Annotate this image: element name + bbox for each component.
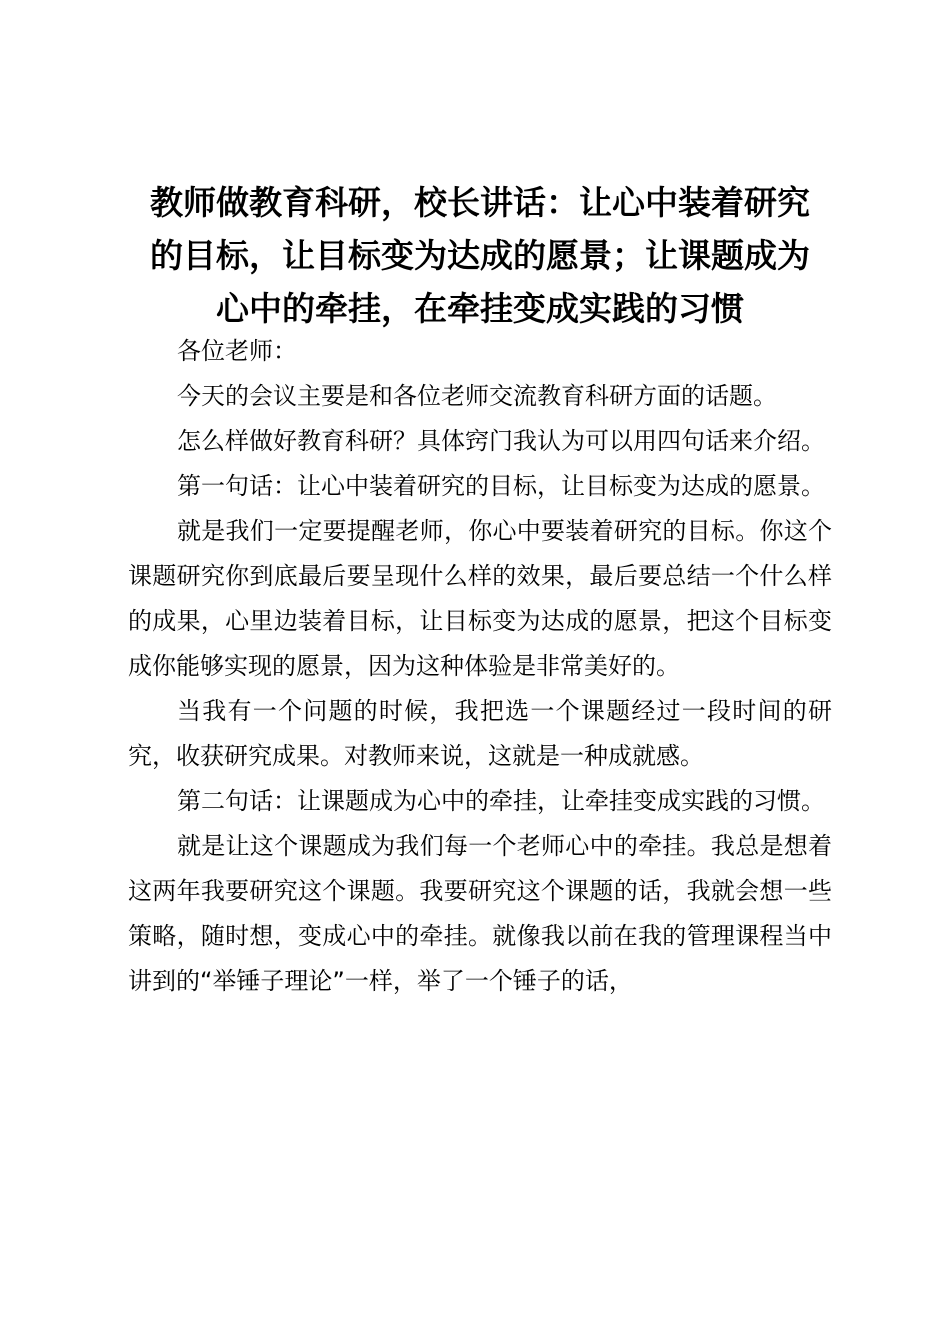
title-line-2: 的目标，让目标变为达成的愿景；让课题成为 xyxy=(150,236,810,275)
paragraph-first-explanation: 就是我们一定要提醒老师，你心中要装着研究的目标。你这个课题研究你到底最后要呈现什么样的效果，最后要总结一个什么样的成果，心里边装着目标，让目标变为达成的愿景，把这个目标变成你能够实现的愿景，因为这种体验是非常美好的。 xyxy=(128,517,832,680)
paragraph-achievement: 当我有一个问题的时候，我把选一个课题经过一段时间的研究，收获研究成果。对教师来说，这就是一种成就感。 xyxy=(128,697,832,770)
paragraph-second-explanation: 就是让这个课题成为我们每一个老师心中的牵挂。我总是想着这两年我要研究这个课题。我要研究这个课题的话，我就会想一些策略，随时想，变成心中的牵挂。就像我以前在我的管理课程当中讲到的“举锤子理论”一样，举了一个锤子的话， xyxy=(128,832,832,995)
title-line-3: 心中的牵挂，在牵挂变成实践的习惯 xyxy=(216,289,744,328)
document-body xyxy=(128,329,832,1004)
document-title xyxy=(128,176,832,335)
paragraph-second-point: 第二句话：让课题成为心中的牵挂，让牵挂变成实践的习惯。 xyxy=(177,787,825,815)
salutation: 各位老师： xyxy=(177,337,297,365)
paragraph-intro: 今天的会议主要是和各位老师交流教育科研方面的话题。 xyxy=(177,382,777,410)
title-line-1: 教师做教育科研，校长讲话：让心中装着研究 xyxy=(150,183,810,222)
paragraph-first-point: 第一句话：让心中装着研究的目标，让目标变为达成的愿景。 xyxy=(177,472,825,500)
paragraph-question: 怎么样做好教育科研？具体窍门我认为可以用四句话来介绍。 xyxy=(177,427,825,455)
